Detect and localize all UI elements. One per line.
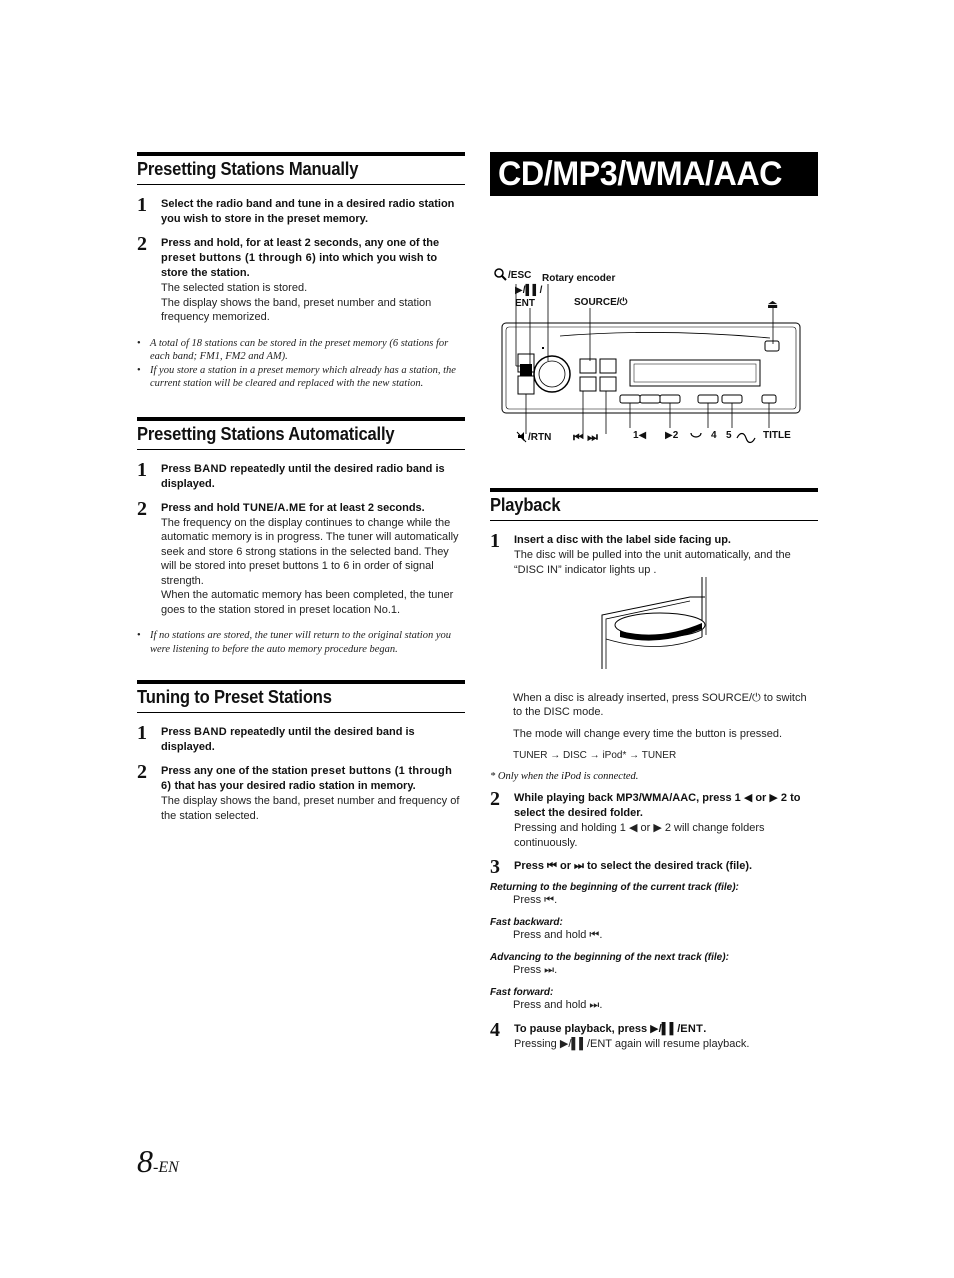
- note: • If no stations are stored, the tuner will return to the original station you were listening to before the auto memory procedure began.: [137, 629, 465, 656]
- ent-label: ENT: [515, 298, 535, 309]
- band-label: BAND: [194, 726, 228, 738]
- source-label: SOURCE/⏻: [574, 297, 628, 308]
- subheading: Advancing to the beginning of the next track (file):: [490, 952, 729, 963]
- preset-5-label: 5: [726, 430, 732, 441]
- subheading: Returning to the beginning of the current track (file):: [490, 882, 739, 893]
- step: [137, 761, 465, 823]
- step-number: 1: [137, 458, 147, 481]
- section-header-tuning: [137, 680, 465, 713]
- step: [490, 788, 818, 850]
- page-number-value: 8: [137, 1143, 153, 1179]
- step: [137, 233, 465, 325]
- preset-2-label: ▶2: [665, 430, 679, 441]
- step-number: 2: [490, 788, 500, 810]
- section-title: Presetting Stations Manually: [137, 159, 359, 179]
- notes: [137, 629, 465, 656]
- esc-label: /ESC: [508, 270, 532, 281]
- left-column: [137, 152, 465, 823]
- subheading-text: Press and hold ⏭.: [513, 999, 603, 1011]
- step-text: Press BAND repeatedly until the desired radio band is displayed.: [161, 462, 445, 490]
- mode-sequence: TUNER → DISC → iPod* → TUNER: [513, 750, 677, 761]
- step-text: Select the radio band and tune in a desired radio station you wish to store in the preset memory.: [161, 198, 455, 225]
- head-unit-diagram: [490, 196, 818, 446]
- subheading: Fast forward:: [490, 987, 554, 998]
- step-body: Pressing and holding 1 ◀ or ▶ 2 will change folders continuously.: [514, 822, 765, 849]
- page-number-suffix: -EN: [153, 1159, 179, 1176]
- step-text: To pause playback, press ▶/▌▌/ENT.: [514, 1023, 707, 1035]
- section-header-manual: [137, 152, 465, 185]
- ent-label: ENT: [680, 1023, 704, 1035]
- skip-icons: ⏮ ⏭: [573, 430, 598, 444]
- step-number: 1: [490, 530, 500, 552]
- preset-buttons-label: preset buttons (1 through 6): [161, 765, 453, 792]
- note: • A total of 18 stations can be stored in the preset memory (6 stations for each band; FM1, FM2 and AM).: [137, 337, 465, 364]
- paragraph: The mode will change every time the button is pressed.: [513, 728, 783, 740]
- step-number: 4: [490, 1019, 500, 1041]
- subheading: Fast backward:: [490, 917, 563, 928]
- mute-icon: [517, 432, 526, 442]
- section-title: Presetting Stations Automatically: [137, 423, 395, 444]
- head-unit-illustration: [490, 196, 818, 446]
- step: [137, 194, 465, 227]
- play-pause-label: ▶/▌▌/: [515, 285, 543, 296]
- notes: [137, 337, 465, 391]
- step-body: The selected station is stored.: [161, 282, 308, 294]
- search-icon: [495, 269, 506, 280]
- step-number: 1: [137, 722, 147, 744]
- step-text: Press ⏮ or ⏭ to select the desired track (file).: [514, 860, 753, 872]
- disc-insert-diagram: [490, 577, 818, 689]
- step: [137, 458, 465, 492]
- step-number: 2: [137, 233, 147, 255]
- section-header-auto: [137, 417, 465, 450]
- step-number: 1: [137, 194, 147, 216]
- step-text: Press any one of the station preset buttons (1 through 6) that has your desired radio station in memory.: [161, 765, 453, 792]
- step-number: 3: [490, 856, 500, 878]
- chapter-banner: [490, 152, 818, 196]
- step: [490, 530, 818, 577]
- step-body: The display shows the band, preset number and frequency of the station selected.: [161, 795, 460, 822]
- preset-1-label: 1◀: [633, 430, 647, 441]
- preset-4-label: 4: [711, 430, 717, 441]
- eject-icon: ⏏: [767, 297, 779, 311]
- preset-buttons-label: preset buttons (1 through 6): [161, 252, 317, 264]
- step-body: The display shows the band, preset number and station frequency memorized.: [161, 296, 432, 323]
- step: [490, 1019, 818, 1052]
- step: [137, 722, 465, 755]
- step-number: 2: [137, 761, 147, 783]
- chapter-title: CD/MP3/WMA/AAC: [498, 154, 783, 193]
- step-number: 2: [137, 497, 147, 520]
- rotary-encoder-label: Rotary encoder: [542, 273, 616, 284]
- step-body: When the automatic memory has been completed, the tuner goes to the station stored in preset location No.1.: [161, 589, 454, 616]
- subheading-text: Press and hold ⏮.: [513, 929, 603, 941]
- band-label: BAND: [194, 462, 228, 475]
- footnote: * Only when the iPod is connected.: [490, 771, 639, 782]
- note: • If you store a station in a preset memory which already has a station, the current station will be cleared and replaced with the new station.: [137, 364, 465, 391]
- section-header-playback: [490, 488, 818, 521]
- title-label: TITLE: [763, 430, 791, 441]
- right-column: [490, 152, 818, 1052]
- step-text: Insert a disc with the label side facing up.: [514, 534, 731, 546]
- step-body: Pressing ▶/▌▌/ENT again will resume playback.: [514, 1038, 750, 1050]
- section-title: Playback: [490, 495, 561, 515]
- random-icon: [737, 434, 755, 443]
- repeat-icon: [691, 433, 701, 437]
- disc-insert-illustration: [490, 577, 818, 689]
- tune-ame-label: TUNE/A.ME: [242, 501, 307, 514]
- step: [490, 856, 818, 878]
- step-text: While playing back MP3/WMA/AAC, press 1 ◀ or ▶ 2 to select the desired folder.: [514, 792, 801, 819]
- paragraph: When a disc is already inserted, press SOURCE/⏻ to switch to the DISC mode.: [513, 692, 807, 718]
- step-body: The frequency on the display continues to change while the automatic memory is in progress. The tuner will automatically seek and store 6 strong stations in the selected band. They will be stored into preset buttons 1 to 6 in order of signal strength.: [161, 516, 459, 587]
- step-text: Press and hold TUNE/A.ME for at least 2 seconds.: [161, 501, 425, 514]
- step-text: Press and hold, for at least 2 seconds, any one of the preset buttons (1 through 6) into which you wish to store the station.: [161, 237, 440, 279]
- step-text: Press BAND repeatedly until the desired band is displayed.: [161, 726, 415, 753]
- section-title: Tuning to Preset Stations: [137, 687, 332, 707]
- rtn-label: /RTN: [528, 432, 552, 443]
- subheading-text: Press ⏭.: [513, 964, 558, 976]
- step: [137, 497, 465, 618]
- subheading-text: Press ⏮.: [513, 894, 558, 906]
- page-number: [137, 1143, 179, 1180]
- step-body: The disc will be pulled into the unit automatically, and the “DISC IN” indicator lights up .: [514, 549, 791, 576]
